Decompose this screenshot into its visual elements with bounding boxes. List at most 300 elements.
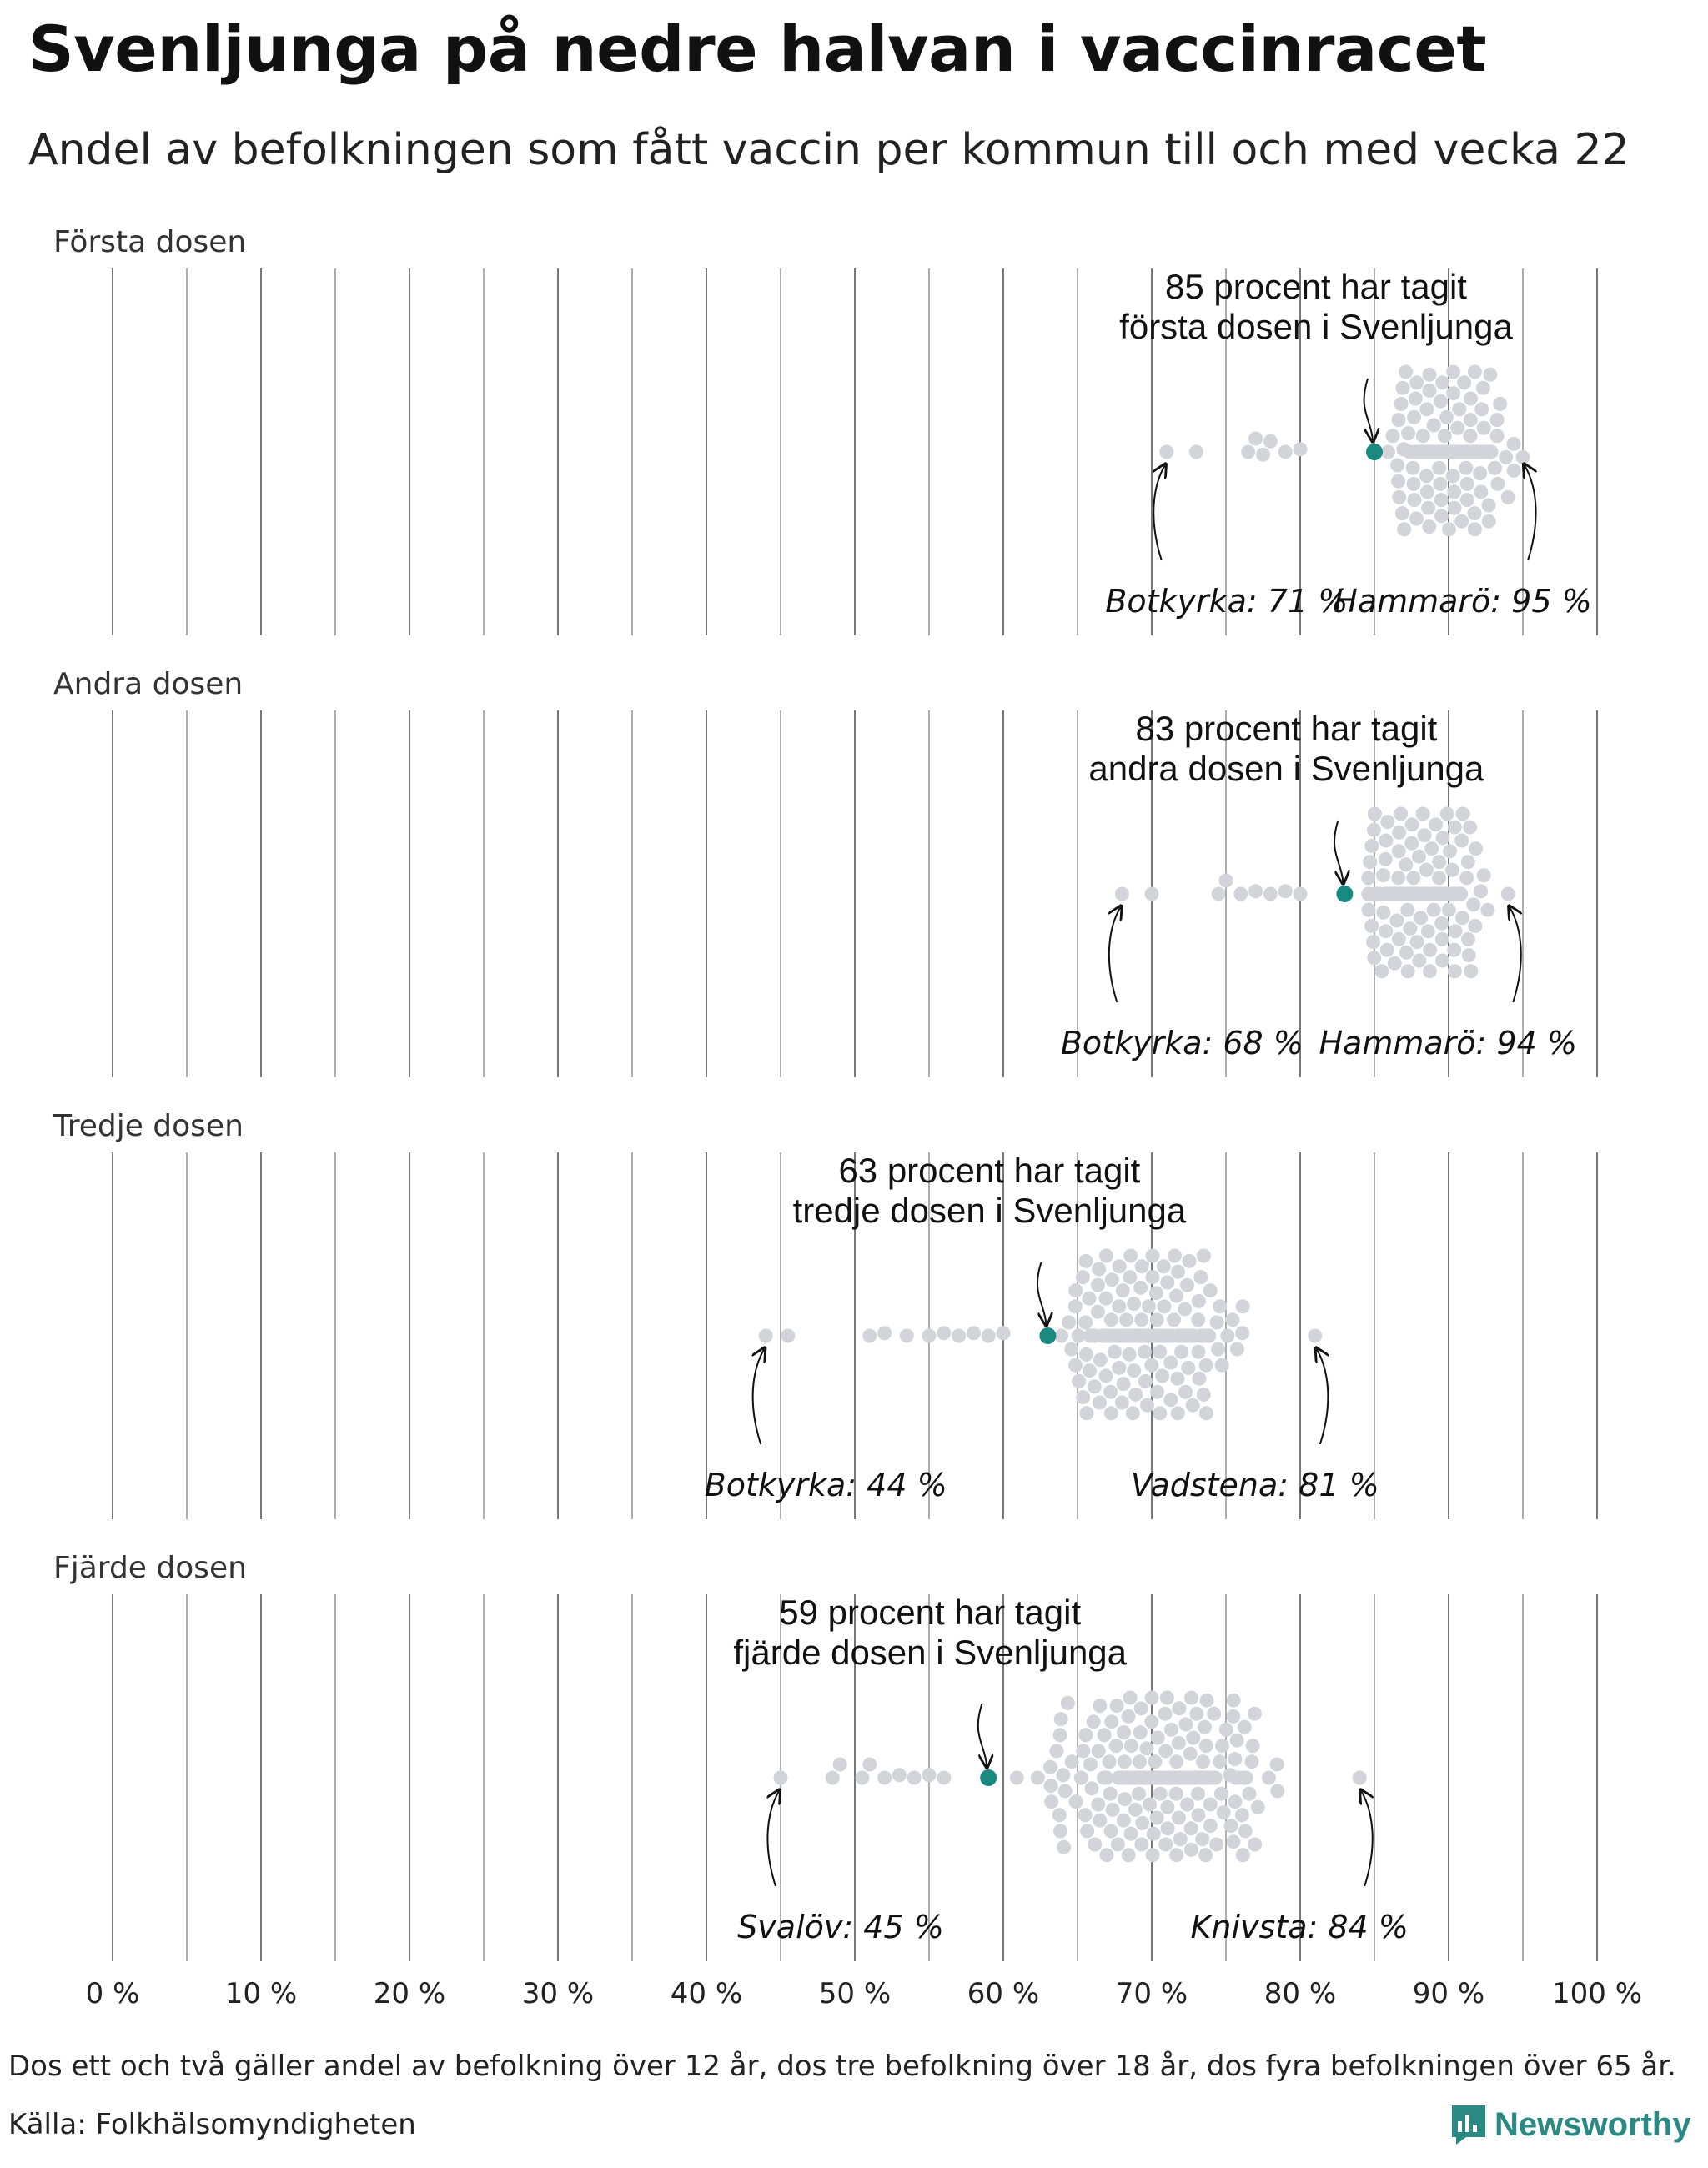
municipality-point-panel-2-204 (1429, 817, 1443, 831)
municipality-point-panel-3-5 (922, 1329, 937, 1343)
municipality-point-panel-2-118 (1406, 871, 1420, 885)
municipality-point-panel-4-135 (1151, 1731, 1165, 1745)
municipality-point-panel-1-166 (1446, 365, 1460, 379)
municipality-point-panel-4-264 (1226, 1834, 1240, 1849)
municipality-point-panel-1-7 (1294, 442, 1308, 456)
municipality-point-panel-2-225 (1436, 831, 1450, 845)
municipality-point-panel-4-176 (1169, 1848, 1183, 1862)
municipality-point-panel-2-8 (1294, 887, 1308, 901)
municipality-point-panel-3-126 (1133, 1281, 1148, 1295)
municipality-point-panel-2-133 (1410, 935, 1424, 949)
municipality-point-panel-1-14 (1394, 397, 1409, 411)
municipality-point-panel-2-97 (1401, 964, 1415, 978)
municipality-point-panel-1-258 (1468, 365, 1482, 379)
municipality-point-panel-2-273 (1454, 887, 1468, 901)
municipality-point-panel-3-169 (1150, 1312, 1164, 1327)
municipality-point-panel-2-277 (1459, 871, 1474, 885)
municipality-point-panel-3-18 (1072, 1374, 1086, 1388)
municipality-point-panel-3-70 (1115, 1396, 1129, 1410)
min-arrow-panel-2 (1109, 907, 1121, 1002)
municipality-point-panel-1-13 (1392, 490, 1406, 504)
municipality-point-panel-4-285 (1251, 1800, 1265, 1814)
municipality-point-panel-4-49 (1109, 1739, 1123, 1753)
municipality-point-panel-4-199 (1179, 1718, 1193, 1732)
highlight-annotation-line1-panel-4: 59 procent har tagit (779, 1593, 1082, 1632)
municipality-point-panel-1-73 (1423, 384, 1437, 398)
municipality-point-panel-2-60 (1389, 914, 1404, 928)
municipality-point-panel-2-12 (1363, 855, 1377, 869)
municipality-point-panel-3-39 (1093, 1352, 1108, 1367)
municipality-point-panel-4-134 (1150, 1811, 1164, 1825)
municipality-point-panel-3-286 (1230, 1342, 1244, 1357)
municipality-point-panel-4-266 (1228, 1752, 1242, 1766)
municipality-point-panel-4-69 (1123, 1691, 1138, 1705)
municipality-point-panel-4-256 (1213, 1754, 1227, 1769)
x-tick-label-80: 80 % (1263, 1977, 1337, 2010)
municipality-point-panel-1-278 (1483, 368, 1497, 382)
municipality-point-panel-2-30 (1379, 834, 1393, 848)
municipality-point-panel-4-68 (1122, 1848, 1136, 1862)
municipality-point-panel-3-159 (1145, 1249, 1159, 1263)
source-note: Källa: Folkhälsomyndigheten (8, 2108, 416, 2141)
svenljunga-point-panel-2 (1336, 886, 1353, 902)
municipality-point-panel-3-178 (1153, 1345, 1167, 1359)
x-tick-label-10: 10 % (224, 1977, 298, 2010)
municipality-point-panel-3-20 (1076, 1390, 1090, 1404)
municipality-point-panel-1-20 (1401, 426, 1415, 440)
municipality-point-panel-3-179 (1153, 1406, 1167, 1420)
municipality-point-panel-4-11 (1031, 1771, 1045, 1785)
municipality-point-panel-3-45 (1099, 1249, 1113, 1263)
min-label-panel-3: Botkyrka: 44 % (704, 1467, 947, 1503)
municipality-point-panel-3-85 (1119, 1312, 1133, 1327)
municipality-point-panel-4-14 (1044, 1794, 1058, 1809)
municipality-point-panel-3-285 (1225, 1312, 1239, 1327)
municipality-point-panel-1-287 (1507, 437, 1521, 451)
municipality-point-panel-3-138 (1138, 1374, 1153, 1388)
municipality-point-panel-3-158 (1145, 1270, 1159, 1284)
municipality-point-panel-2-193 (1424, 841, 1439, 856)
municipality-point-panel-2-282 (1464, 964, 1478, 978)
municipality-point-panel-3-93 (1123, 1270, 1137, 1284)
municipality-point-panel-4-4 (862, 1758, 877, 1772)
municipality-point-panel-2-188 (1423, 943, 1437, 957)
municipality-point-panel-3-249 (1186, 1398, 1200, 1413)
municipality-point-panel-3-36 (1091, 1278, 1105, 1292)
municipality-point-panel-1-231 (1460, 477, 1474, 491)
municipality-point-panel-3-37 (1092, 1262, 1106, 1277)
municipality-point-panel-1-4 (1256, 448, 1270, 462)
municipality-point-panel-3-289 (1308, 1329, 1322, 1343)
municipality-point-panel-3-284 (1220, 1329, 1234, 1343)
municipality-point-panel-3-73 (1116, 1283, 1130, 1297)
municipality-point-panel-4-45 (1103, 1787, 1118, 1801)
municipality-point-panel-3-283 (1215, 1358, 1229, 1373)
municipality-point-panel-4-283 (1248, 1707, 1262, 1721)
newsworthy-logo (1449, 2100, 1691, 2150)
municipality-point-panel-3-35 (1091, 1305, 1105, 1319)
svenljunga-point-panel-3 (1039, 1327, 1056, 1344)
municipality-point-panel-1-111 (1435, 375, 1449, 389)
municipality-point-panel-2-247 (1442, 903, 1456, 917)
municipality-point-panel-4-146 (1158, 1707, 1173, 1721)
municipality-point-panel-1-1 (1189, 445, 1203, 459)
municipality-point-panel-4-209 (1184, 1691, 1198, 1705)
municipality-point-panel-2-24 (1374, 964, 1389, 978)
highlight-annotation-line2-panel-3: tredje dosen i Svenljunga (792, 1191, 1187, 1230)
municipality-point-panel-3-10 (997, 1326, 1011, 1340)
highlight-annotation-line2-panel-2: andra dosen i Svenljunga (1088, 749, 1484, 788)
municipality-point-panel-2-34 (1380, 815, 1394, 829)
municipality-point-panel-1-225 (1459, 461, 1473, 475)
municipality-point-panel-1-289 (1516, 450, 1530, 464)
municipality-point-panel-3-279 (1203, 1283, 1218, 1297)
municipality-point-panel-1-30 (1409, 375, 1424, 389)
municipality-point-panel-4-10 (1010, 1771, 1024, 1785)
municipality-point-panel-4-274 (1236, 1848, 1250, 1862)
municipality-point-panel-4-286 (1262, 1771, 1276, 1785)
municipality-point-panel-4-157 (1161, 1821, 1175, 1835)
municipality-point-panel-3-38 (1093, 1396, 1107, 1410)
municipality-point-panel-3-64 (1113, 1259, 1127, 1273)
municipality-point-panel-4-233 (1198, 1720, 1212, 1734)
municipality-point-panel-1-135 (1439, 410, 1454, 424)
municipality-point-panel-1-2 (1241, 445, 1255, 459)
municipality-point-panel-2-275 (1455, 911, 1469, 925)
municipality-point-panel-1-279 (1484, 445, 1499, 459)
municipality-point-panel-4-213 (1186, 1731, 1200, 1745)
panel-label-dose-2: Andra dosen (53, 667, 244, 701)
min-arrow-panel-3 (753, 1349, 765, 1444)
municipality-point-panel-4-12 (1043, 1760, 1057, 1774)
municipality-point-panel-3-62 (1112, 1299, 1126, 1313)
municipality-point-panel-4-207 (1184, 1821, 1198, 1835)
municipality-point-panel-4-265 (1227, 1694, 1241, 1708)
municipality-point-panel-3-287 (1235, 1326, 1249, 1340)
municipality-point-panel-2-29 (1379, 924, 1393, 938)
municipality-point-panel-3-258 (1192, 1372, 1206, 1386)
municipality-point-panel-1-5 (1263, 434, 1278, 449)
municipality-point-panel-4-26 (1074, 1771, 1088, 1785)
municipality-point-panel-4-1 (826, 1771, 840, 1785)
min-arrow-panel-1 (1153, 465, 1165, 560)
municipality-point-panel-3-240 (1181, 1361, 1195, 1375)
municipality-point-panel-1-191 (1450, 421, 1464, 435)
chart-bars-icon (1449, 2103, 1488, 2146)
municipality-point-panel-4-201 (1180, 1798, 1194, 1812)
municipality-point-panel-1-269 (1474, 402, 1489, 416)
x-tick-label-60: 60 % (967, 1977, 1040, 2010)
municipality-point-panel-2-174 (1421, 924, 1435, 938)
municipality-point-panel-3-7 (952, 1329, 966, 1343)
municipality-point-panel-3-212 (1170, 1372, 1184, 1386)
municipality-point-panel-1-174 (1447, 501, 1461, 515)
municipality-point-panel-2-73 (1394, 807, 1408, 821)
municipality-point-panel-1-276 (1482, 514, 1496, 529)
municipality-point-panel-3-16 (1068, 1283, 1083, 1297)
municipality-point-panel-1-6 (1278, 445, 1293, 459)
municipality-point-panel-2-27 (1379, 852, 1393, 866)
municipality-point-panel-3-170 (1150, 1385, 1164, 1399)
municipality-point-panel-3-56 (1105, 1272, 1119, 1287)
municipality-point-panel-1-257 (1468, 522, 1482, 536)
highlight-arrow-panel-2 (1334, 821, 1343, 882)
municipality-point-panel-2-5 (1248, 884, 1263, 898)
max-arrow-panel-4 (1361, 1791, 1373, 1886)
municipality-point-panel-1-24 (1407, 410, 1421, 424)
municipality-point-panel-4-282 (1246, 1739, 1260, 1753)
municipality-point-panel-4-23 (1061, 1696, 1075, 1710)
municipality-point-panel-4-184 (1172, 1701, 1186, 1715)
municipality-point-panel-3-43 (1099, 1292, 1113, 1306)
municipality-point-panel-2-251 (1443, 844, 1457, 858)
municipality-point-panel-4-206 (1183, 1747, 1198, 1761)
municipality-point-panel-3-288 (1236, 1299, 1250, 1313)
municipality-point-panel-1-23 (1406, 477, 1420, 491)
municipality-point-panel-3-203 (1163, 1356, 1178, 1370)
municipality-point-panel-3-129 (1135, 1259, 1149, 1273)
municipality-point-panel-4-287 (1270, 1758, 1284, 1772)
municipality-point-panel-4-15 (1049, 1744, 1063, 1759)
x-tick-label-50: 50 % (818, 1977, 892, 2010)
municipality-point-panel-1-281 (1490, 429, 1505, 443)
municipality-point-panel-3-234 (1178, 1385, 1193, 1399)
municipality-point-panel-2-1 (1145, 887, 1159, 901)
municipality-point-panel-3-25 (1082, 1292, 1096, 1306)
municipality-point-panel-4-187 (1173, 1832, 1188, 1846)
municipality-point-panel-4-281 (1245, 1754, 1259, 1769)
municipality-point-panel-3-4 (900, 1329, 914, 1343)
municipality-point-panel-4-37 (1093, 1814, 1107, 1828)
municipality-point-panel-1-15 (1395, 506, 1409, 520)
municipality-point-panel-1-242 (1463, 429, 1477, 443)
municipality-point-panel-1-173 (1447, 485, 1461, 499)
municipality-point-panel-1-283 (1490, 477, 1505, 491)
municipality-point-panel-2-14 (1364, 839, 1379, 853)
municipality-point-panel-3-54 (1104, 1406, 1118, 1420)
municipality-point-panel-3-77 (1117, 1377, 1131, 1391)
municipality-point-panel-3-21 (1078, 1316, 1093, 1330)
municipality-point-panel-1-285 (1499, 450, 1513, 464)
municipality-point-panel-4-32 (1085, 1781, 1099, 1795)
municipality-point-panel-4-34 (1088, 1838, 1102, 1852)
municipality-point-panel-4-21 (1057, 1840, 1071, 1854)
municipality-point-panel-2-112 (1404, 836, 1419, 851)
municipality-point-panel-3-6 (937, 1326, 951, 1340)
municipality-point-panel-1-275 (1482, 499, 1496, 513)
municipality-point-panel-3-243 (1183, 1254, 1197, 1268)
municipality-point-panel-2-187 (1423, 964, 1437, 978)
municipality-point-panel-1-18 (1397, 522, 1411, 536)
municipality-point-panel-4-267 (1228, 1794, 1242, 1809)
municipality-point-panel-2-61 (1391, 871, 1405, 885)
highlight-annotation-line2-panel-1: första dosen i Svenljunga (1119, 307, 1513, 346)
municipality-point-panel-4-44 (1103, 1754, 1117, 1769)
municipality-point-panel-2-64 (1392, 826, 1406, 840)
municipality-point-panel-4-289 (1353, 1771, 1367, 1785)
max-label-panel-1: Hammarö: 95 % (1334, 583, 1592, 620)
page-subtitle: Andel av befolkningen som fått vaccin per kommun till och med vecka 22 (28, 125, 1630, 175)
municipality-point-panel-4-182 (1172, 1811, 1186, 1825)
municipality-point-panel-4-117 (1143, 1798, 1157, 1812)
municipality-point-panel-2-10 (1361, 871, 1375, 885)
municipality-point-panel-2-96 (1400, 903, 1414, 917)
municipality-point-panel-3-63 (1112, 1361, 1126, 1375)
municipality-point-panel-4-2 (833, 1758, 847, 1772)
municipality-point-panel-3-215 (1171, 1265, 1185, 1279)
min-label-panel-2: Botkyrka: 68 % (1060, 1025, 1304, 1061)
municipality-point-panel-1-167 (1446, 386, 1460, 400)
municipality-point-panel-4-8 (922, 1768, 937, 1782)
municipality-point-panel-2-6 (1263, 887, 1278, 901)
municipality-point-panel-3-2 (862, 1329, 877, 1343)
x-tick-label-100: 100 % (1551, 1977, 1643, 2010)
municipality-point-panel-4-30 (1080, 1824, 1094, 1839)
municipality-point-panel-3-266 (1199, 1358, 1213, 1373)
municipality-point-panel-3-188 (1155, 1369, 1169, 1383)
municipality-point-panel-2-16 (1367, 823, 1381, 837)
page-title: Svenljunga på nedre halvan i vaccinracet (28, 12, 1487, 86)
municipality-point-panel-1-9 (1385, 429, 1399, 443)
municipality-point-panel-4-59 (1118, 1754, 1132, 1769)
municipality-point-panel-2-279 (1461, 932, 1475, 946)
municipality-point-panel-4-94 (1133, 1754, 1147, 1769)
municipality-point-panel-4-280 (1242, 1787, 1256, 1801)
municipality-point-panel-4-20 (1056, 1768, 1070, 1782)
municipality-point-panel-4-51 (1111, 1838, 1125, 1852)
municipality-point-panel-3-11 (1054, 1329, 1068, 1343)
municipality-point-panel-4-25 (1069, 1794, 1083, 1809)
municipality-point-panel-3-22 (1079, 1254, 1093, 1268)
municipality-point-panel-3-14 (1068, 1299, 1083, 1313)
municipality-point-panel-1-286 (1501, 490, 1515, 504)
municipality-point-panel-3-233 (1178, 1302, 1192, 1317)
municipality-point-panel-1-0 (1159, 445, 1173, 459)
municipality-point-panel-3-204 (1163, 1393, 1178, 1407)
municipality-point-panel-4-175 (1169, 1754, 1183, 1769)
municipality-point-panel-3-1 (781, 1329, 795, 1343)
municipality-point-panel-2-224 (1435, 954, 1449, 968)
municipality-point-panel-4-97 (1134, 1701, 1148, 1715)
max-label-panel-3: Vadstena: 81 % (1130, 1467, 1379, 1503)
municipality-point-panel-4-38 (1093, 1699, 1107, 1713)
municipality-point-panel-1-54 (1416, 429, 1430, 443)
municipality-point-panel-1-12 (1392, 413, 1406, 427)
municipality-point-panel-3-105 (1127, 1363, 1141, 1378)
municipality-point-panel-3-26 (1083, 1363, 1097, 1378)
municipality-point-panel-4-147 (1158, 1744, 1173, 1759)
municipality-point-panel-1-22 (1406, 461, 1420, 475)
min-arrow-panel-4 (767, 1791, 779, 1886)
municipality-point-panel-1-3 (1248, 432, 1263, 446)
municipality-point-panel-4-238 (1199, 1739, 1213, 1753)
municipality-point-panel-3-259 (1193, 1270, 1208, 1284)
panel-label-dose-3: Tredje dosen (53, 1109, 244, 1143)
municipality-point-panel-4-6 (892, 1768, 907, 1782)
municipality-point-panel-4-67 (1121, 1709, 1135, 1724)
municipality-point-panel-4-101 (1135, 1816, 1149, 1830)
brand-name: Newsworthy (1494, 2105, 1691, 2143)
municipality-point-panel-2-57 (1388, 956, 1402, 971)
municipality-point-panel-1-208 (1454, 514, 1469, 529)
municipality-point-panel-4-164 (1164, 1723, 1178, 1737)
municipality-point-panel-2-262 (1449, 924, 1463, 938)
municipality-point-panel-4-270 (1230, 1734, 1244, 1748)
municipality-point-panel-3-94 (1123, 1249, 1138, 1263)
municipality-point-panel-3-255 (1191, 1312, 1205, 1327)
municipality-point-panel-4-85 (1128, 1803, 1143, 1817)
municipality-point-panel-3-104 (1127, 1297, 1141, 1311)
highlight-annotation-line2-panel-4: fjärde dosen i Svenljunga (733, 1633, 1128, 1672)
municipality-point-panel-1-106 (1434, 493, 1449, 507)
highlight-annotation-line1-panel-3: 63 procent har tagit (838, 1151, 1141, 1190)
municipality-point-panel-4-112 (1139, 1741, 1153, 1755)
municipality-point-panel-3-278 (1202, 1329, 1216, 1343)
highlight-arrow-panel-3 (1037, 1262, 1046, 1324)
municipality-point-panel-4-130 (1148, 1754, 1162, 1769)
municipality-point-panel-1-288 (1507, 464, 1521, 478)
municipality-point-panel-3-209 (1167, 1312, 1181, 1327)
municipality-point-panel-1-280 (1488, 461, 1502, 475)
municipality-point-panel-3-146 (1142, 1299, 1156, 1313)
highlight-arrow-panel-1 (1364, 379, 1373, 440)
municipality-point-panel-4-29 (1078, 1728, 1093, 1742)
municipality-point-panel-3-281 (1211, 1342, 1225, 1357)
municipality-point-panel-4-58 (1117, 1725, 1131, 1739)
municipality-point-panel-1-71 (1421, 501, 1435, 515)
municipality-point-panel-4-257 (1214, 1787, 1228, 1801)
municipality-point-panel-4-60 (1118, 1792, 1132, 1806)
x-tick-label-30: 30 % (521, 1977, 595, 2010)
municipality-point-panel-4-121 (1145, 1691, 1159, 1705)
municipality-point-panel-1-232 (1460, 493, 1474, 507)
municipality-point-panel-1-19 (1399, 365, 1413, 379)
municipality-point-panel-1-87 (1427, 419, 1441, 433)
municipality-point-panel-3-190 (1157, 1259, 1171, 1273)
max-arrow-panel-3 (1317, 1349, 1329, 1444)
municipality-point-panel-3-211 (1169, 1289, 1183, 1303)
municipality-point-panel-4-284 (1248, 1838, 1262, 1852)
municipality-point-panel-4-16 (1052, 1808, 1067, 1822)
highlight-annotation-line1-panel-1: 85 procent har tagit (1165, 267, 1467, 306)
municipality-point-panel-1-266 (1473, 466, 1487, 480)
municipality-point-panel-3-52 (1103, 1385, 1118, 1399)
municipality-point-panel-4-5 (877, 1771, 892, 1785)
municipality-point-panel-1-203 (1452, 402, 1466, 416)
municipality-point-panel-3-282 (1213, 1299, 1227, 1313)
municipality-point-panel-1-256 (1468, 506, 1482, 520)
municipality-point-panel-2-93 (1399, 946, 1414, 960)
municipality-point-panel-3-8 (967, 1326, 981, 1340)
municipality-point-panel-1-16 (1395, 381, 1409, 395)
municipality-point-panel-4-262 (1224, 1819, 1238, 1833)
municipality-point-panel-3-227 (1174, 1345, 1188, 1359)
municipality-point-panel-2-288 (1480, 903, 1494, 917)
min-label-panel-4: Svalöv: 45 % (737, 1909, 944, 1945)
panel-label-dose-4: Fjärde dosen (53, 1551, 247, 1585)
municipality-point-panel-1-70 (1420, 485, 1434, 499)
municipality-point-panel-4-224 (1191, 1787, 1205, 1801)
municipality-point-panel-2-169 (1419, 863, 1434, 877)
x-tick-label-70: 70 % (1115, 1977, 1188, 2010)
municipality-point-panel-4-259 (1217, 1805, 1231, 1819)
max-arrow-panel-2 (1510, 907, 1521, 1002)
municipality-point-panel-4-27 (1076, 1744, 1090, 1759)
municipality-point-panel-1-282 (1490, 413, 1505, 427)
municipality-point-panel-4-222 (1189, 1707, 1203, 1721)
municipality-point-panel-4-33 (1087, 1714, 1101, 1729)
municipality-point-panel-1-103 (1433, 477, 1447, 491)
